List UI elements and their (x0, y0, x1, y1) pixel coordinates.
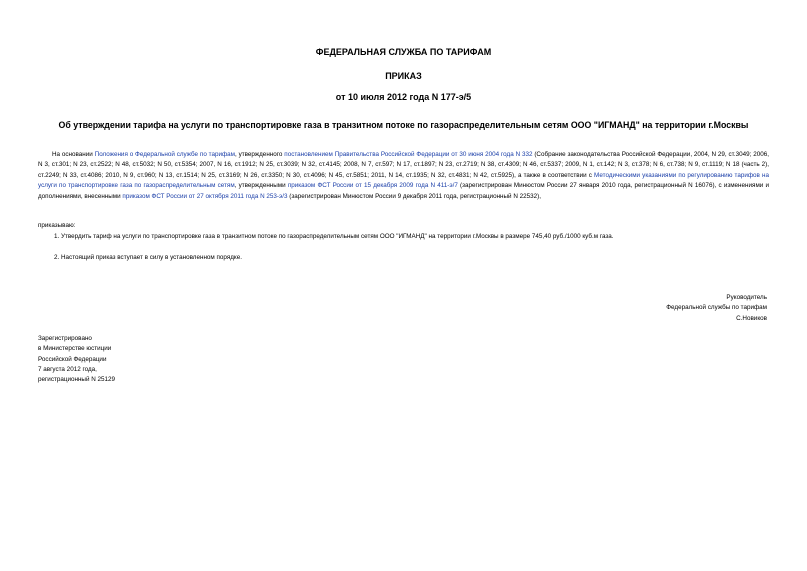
registration-line: Зарегистрировано (38, 335, 92, 342)
link-fst-order-253[interactable]: приказом ФСТ России от 27 октября 2011 года N 253-э/3 (122, 192, 288, 200)
link-fst-order-411[interactable]: приказом ФСТ России от 15 декабря 2009 года N 411-э/7 (287, 182, 458, 190)
order-item-2: 2. Настоящий приказ вступает в силу в установленном порядке. (54, 254, 243, 261)
order-item-1: 1. Утвердить тариф на услуги по транспортировке газа в транзитном потоке по газораспределительным сетям ООО "ИГМАНД" на территории г.Москвы в размере 745,40 руб./1000 куб.м газа. (54, 233, 614, 240)
registration-line: Российской Федерации (38, 355, 107, 363)
signature-role-1: Руководитель (726, 294, 767, 301)
preamble-paragraph (38, 150, 769, 202)
registration-block (38, 334, 115, 385)
preamble-text-6: (зарегистрирован Минюстом России 9 декабря 2011 года, регистрационный N 22532), (287, 192, 541, 200)
registration-line: в Министерстве юстиции (38, 345, 112, 353)
signature-role-2: Федеральной службы по тарифам (666, 304, 767, 312)
preamble-text-1: На основании (52, 151, 95, 158)
document-title: Об утверждении тарифа на услуги по транспортировке газа в транзитном потоке по газораспределительным сетям ООО "ИГМАНД" на территории г.Москвы (58, 120, 749, 130)
signature-name: С.Новиков (736, 314, 767, 322)
link-government-resolution[interactable]: постановлением Правительства Российской Федерации от 30 июня 2004 года N 332 (284, 151, 533, 158)
document-date-number: от 10 июля 2012 года N 177-э/5 (335, 92, 472, 102)
document-type: ПРИКАЗ (385, 71, 422, 81)
preamble-text-4: , утвержденными (234, 182, 288, 190)
signature-block (666, 293, 767, 324)
preamble-text-2: , утвержденного (235, 151, 285, 158)
registration-line: 7 августа 2012 года, (38, 365, 97, 373)
link-methodical-guidelines[interactable]: Методическими указаниями по регулированию тарифов на услуги по транспортировке газа по газораспределительным сетям (38, 171, 769, 190)
registration-line: регистрационный N 25129 (38, 376, 116, 384)
preamble-text-5: (зарегистрирован Минюстом России 27 января 2010 года, регистрационный N 16076), с изменениями и дополнениями, внесенными (38, 182, 770, 200)
agency-name: ФЕДЕРАЛЬНАЯ СЛУЖБА ПО ТАРИФАМ (315, 47, 492, 57)
link-fts-regulation[interactable]: Положения о Федеральной службе по тарифам (94, 151, 236, 158)
decree-word: приказываю: (38, 222, 76, 229)
preamble-text-3: (Собрание законодательства Российской Федерации, 2004, N 29, ст.3049; 2006, N 3, ст.301; N 23, ст.2522; N 48, ст.5032; N 50, ст.5354; 2007, N 16, ст.1912; N 25, ст.3039; N 32, ст.4145; 2008, N 7, ст.597; N 17, ст.1897; N 23, ст.2719; N 38, ст.4309; N 46, ст.5337; 2009, N 1, ст.142; N 3, ст.378; N 6, ст.738; N 9, ст.1119; N 18 (часть 2), ст.2249; N 33, ст.4086; 2010, N 9, ст.960; N 13, ст.1514; N 25, ст.3169; N 26, ст.3350; N 30, ст.4096; N 45, ст.5851; 2011, N 14, ст.1935; N 32, ст.4831; N 42, ст.5925), а также в соответствии с (38, 151, 769, 179)
